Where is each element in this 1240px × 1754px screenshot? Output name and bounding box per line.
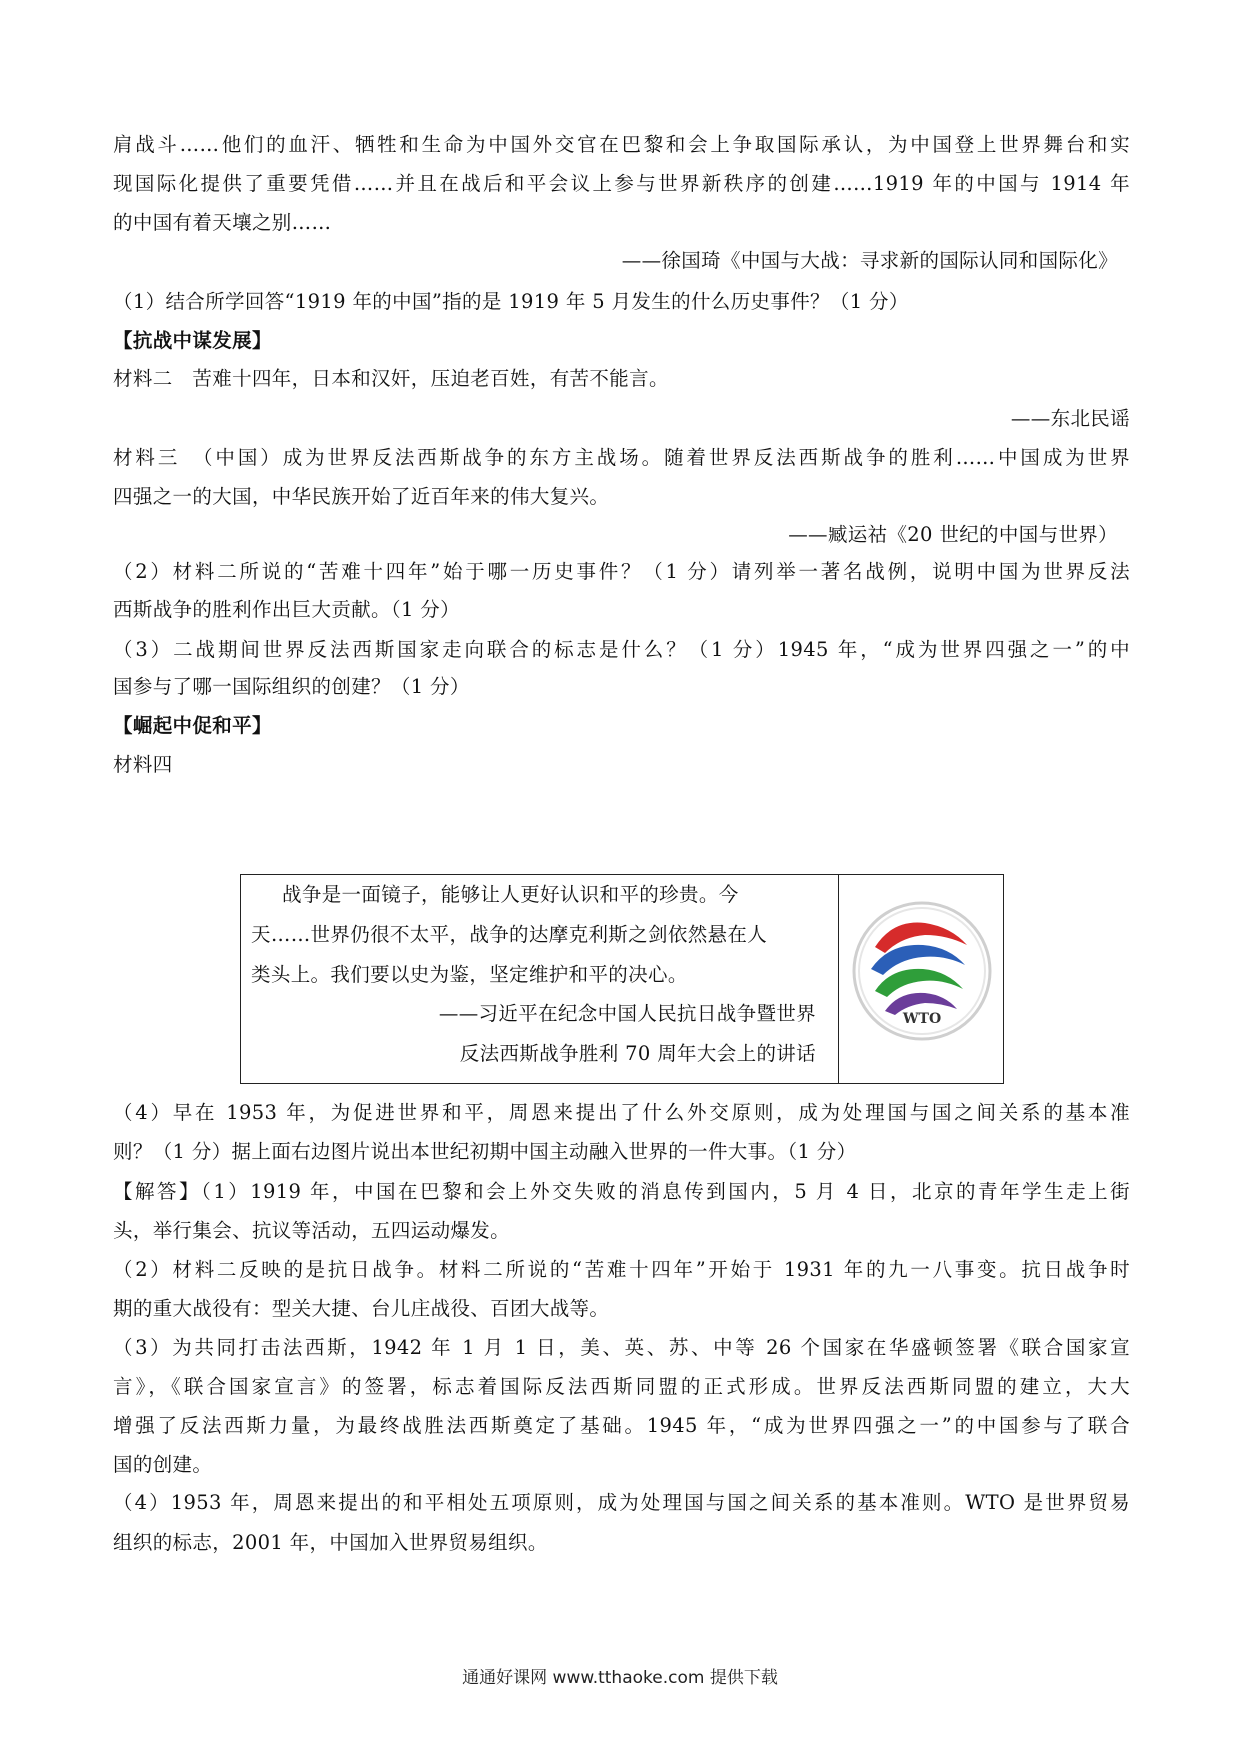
answer-4-line-1: （4）1953 年，周恩来提出的和平相处五项原则，成为处理国与国之间关系的基本准则。WTO 是世界贸易 xyxy=(113,1491,1130,1514)
material3-line-1: 材料三 （中国）成为世界反法西斯战争的东方主战场。随着世界反法西斯战争的胜利……中国成为世界 xyxy=(113,446,1130,469)
question-4-line-1: （4）早在 1953 年，为促进世界和平，周恩来提出了什么外交原则，成为处理国与国之间关系的基本准 xyxy=(113,1101,1130,1124)
material3-line-2: 四强之一的大国，中华民族开始了近百年来的伟大复兴。 xyxy=(113,485,610,508)
section-title-war: 【抗战中谋发展】 xyxy=(113,329,272,352)
material1-source: ——徐国琦《中国与大战：寻求新的国际认同和国际化》 xyxy=(621,249,1118,272)
material1-line-2: 现国际化提供了重要凭借……并且在战后和平会议上参与世界新秩序的创建……1919 年的中国与 1914 年 xyxy=(113,172,1130,195)
material2-text: 材料二 苦难十四年，日本和汉奸，压迫老百姓，有苦不能言。 xyxy=(113,367,669,390)
material3-source: ——臧运祜《20 世纪的中国与世界） xyxy=(788,523,1118,546)
answer-3-line-1: （3）为共同打击法西斯，1942 年 1 月 1 日，美、英、苏、中等 26 个国家在华盛顿签署《联合国家宣 xyxy=(113,1336,1130,1359)
quote-line-1: 战争是一面镜子，能够让人更好认识和平的珍贵。今 xyxy=(282,883,739,906)
question-4-line-2: 则？（1 分）据上面右边图片说出本世纪初期中国主动融入世界的一件大事。（1 分） xyxy=(113,1140,857,1163)
material2-source: ——东北民谣 xyxy=(1010,407,1130,430)
wto-logo-icon xyxy=(841,875,1003,1082)
answer-4-line-2: 组织的标志，2001 年，中国加入世界贸易组织。 xyxy=(113,1531,548,1554)
question-1: （1）结合所学回答“1919 年的中国”指的是 1919 年 5 月发生的什么历史事件？（1 分） xyxy=(113,290,909,313)
question-3-line-2: 国参与了哪一国际组织的创建？（1 分） xyxy=(113,675,470,698)
answer-2-line-2: 期的重大战役有：型关大捷、台儿庄战役、百团大战等。 xyxy=(113,1297,610,1320)
quote-source-2: 反法西斯战争胜利 70 周年大会上的讲话 xyxy=(459,1042,816,1065)
question-2-line-1: （2）材料二所说的“苦难十四年”始于哪一历史事件？（1 分）请列举一著名战例，说明中国为世界反法 xyxy=(113,560,1130,583)
question-2-line-2: 西斯战争的胜利作出巨大贡献。（1 分） xyxy=(113,598,461,621)
quote-line-2: 天……世界仍很不太平，战争的达摩克利斯之剑依然悬在人 xyxy=(251,923,768,946)
section-title-rise: 【崛起中促和平】 xyxy=(113,714,272,737)
answer-3-line-4: 国的创建。 xyxy=(113,1453,213,1476)
answer-1-line-2: 头，举行集会、抗议等活动，五四运动爆发。 xyxy=(113,1219,511,1242)
material1-line-1: 肩战斗……他们的血汗、牺牲和生命为中国外交官在巴黎和会上争取国际承认，为中国登上世界舞台和实 xyxy=(113,133,1130,156)
material4-quote xyxy=(241,875,839,1083)
page-footer: 通通好课网 www.tthaoke.com 提供下载 xyxy=(462,1668,778,1688)
material1-line-3: 的中国有着天壤之别…… xyxy=(113,211,332,234)
answer-2-line-1: （2）材料二反映的是抗日战争。材料二所说的“苦难十四年”开始于 1931 年的九一八事变。抗日战争时 xyxy=(113,1258,1130,1281)
material4-box xyxy=(240,874,1004,1084)
answer-3-line-3: 增强了反法西斯力量，为最终战胜法西斯奠定了基础。1945 年，“成为世界四强之一”的中国参与了联合 xyxy=(113,1414,1130,1437)
wto-logo-text: WTO xyxy=(902,1011,942,1027)
answer-3-line-2: 言》，《联合国家宣言》的签署，标志着国际反法西斯同盟的正式形成。世界反法西斯同盟的建立，大大 xyxy=(113,1375,1130,1398)
quote-line-3: 类头上。我们要以史为鉴，坚定维护和平的决心。 xyxy=(251,963,688,986)
material4-label: 材料四 xyxy=(113,753,173,776)
question-3-line-1: （3）二战期间世界反法西斯国家走向联合的标志是什么？（1 分）1945 年，“成为世界四强之一”的中 xyxy=(113,638,1130,661)
answer-1-line-1: 【解答】（1）1919 年，中国在巴黎和会上外交失败的消息传到国内，5 月 4 日，北京的青年学生走上街 xyxy=(113,1180,1130,1203)
quote-source-1: ——习近平在纪念中国人民抗日战争暨世界 xyxy=(438,1002,816,1025)
